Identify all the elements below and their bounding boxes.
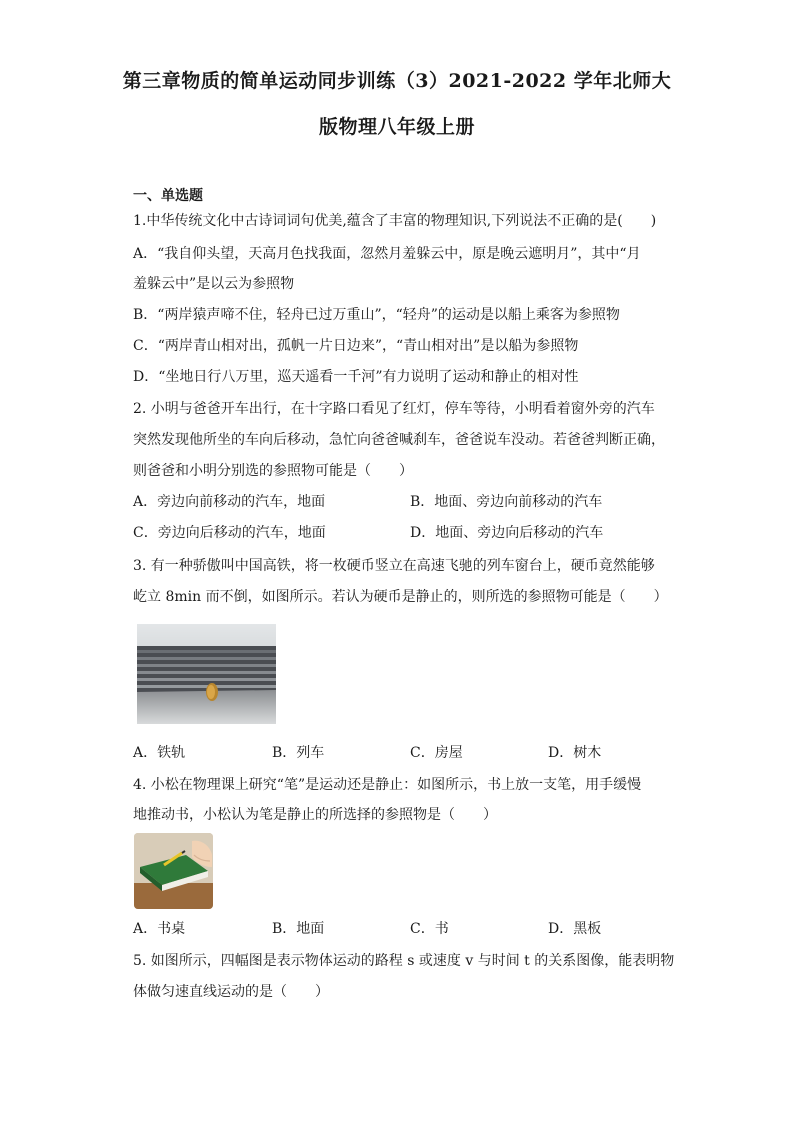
q3-stem-line2: 屹立 8min 而不倒，如图所示。若认为硬币是静止的，则所选的参照物可能是（ ）	[133, 589, 668, 605]
q4-option-c: C．书	[410, 921, 449, 937]
section-heading: 一、单选题	[133, 188, 203, 204]
q4-stem-line1: 4. 小松在物理课上研究“笔”是运动还是静止：如图所示，书上放一支笔，用手缓慢	[133, 777, 642, 793]
q3-option-d: D．树木	[548, 745, 602, 761]
q5-stem-line2: 体做匀速直线运动的是（ ）	[133, 984, 329, 1000]
q5-stem-line1: 5. 如图所示，四幅图是表示物体运动的路程 s 或速度 v 与时间 t 的关系图像，能表明物	[133, 953, 675, 969]
coin-on-train-windowsill-photo	[137, 624, 276, 724]
q4-stem-line2: 地推动书，小松认为笔是静止的所选择的参照物是（ ）	[133, 807, 497, 823]
q1-option-a-line1: A．“我自仰头望，天高月色找我面，忽然月羞躲云中，原是晚云遮明月”，其中“月	[133, 246, 641, 262]
q2-stem-line1: 2. 小明与爸爸开车出行，在十字路口看见了红灯，停车等待，小明看着窗外旁的汽车	[133, 401, 655, 417]
q4-option-a: A．书桌	[133, 921, 186, 937]
q2-stem-line2: 突然发现他所坐的车向后移动，急忙向爸爸喊刹车，爸爸说车没动。若爸爸判断正确，	[133, 432, 665, 448]
title-line-2: 版物理八年级上册	[318, 116, 475, 138]
q2-option-b: B．地面、旁边向前移动的汽车	[410, 494, 603, 510]
title-line-1: 第三章物质的简单运动同步训练（3）2021-2022 学年北师大	[122, 70, 672, 92]
q1-stem: 1.中华传统文化中古诗词词句优美,蕴含了丰富的物理知识,下列说法不正确的是( )	[133, 213, 657, 229]
q3-option-c: C．房屋	[410, 745, 463, 761]
q3-option-b: B．列车	[272, 745, 325, 761]
q1-option-c: C．“两岸青山相对出，孤帆一片日边来”，“青山相对出”是以船为参照物	[133, 338, 579, 354]
q4-option-d: D．黑板	[548, 921, 602, 937]
q2-option-a: A．旁边向前移动的汽车，地面	[133, 494, 326, 510]
q1-option-d: D．“坐地日行八万里，巡天遥看一千河”有力说明了运动和静止的相对性	[133, 369, 579, 385]
q3-option-a: A．铁轨	[133, 745, 186, 761]
q3-stem-line1: 3. 有一种骄傲叫中国高铁，将一枚硬币竖立在高速飞驰的列车窗台上，硬币竟然能够	[133, 558, 655, 574]
q1-option-b: B．“两岸猿声啼不住，轻舟已过万重山”，“轻舟”的运动是以船上乘客为参照物	[133, 307, 620, 323]
q1-option-a-line2: 羞躲云中”是以云为参照物	[133, 276, 295, 292]
q2-option-d: D．地面、旁边向后移动的汽车	[410, 525, 604, 541]
q2-option-c: C．旁边向后移动的汽车，地面	[133, 525, 326, 541]
book-with-pen-illustration	[134, 833, 213, 909]
q4-option-b: B．地面	[272, 921, 325, 937]
q2-stem-line3: 则爸爸和小明分别选的参照物可能是（ ）	[133, 463, 413, 479]
